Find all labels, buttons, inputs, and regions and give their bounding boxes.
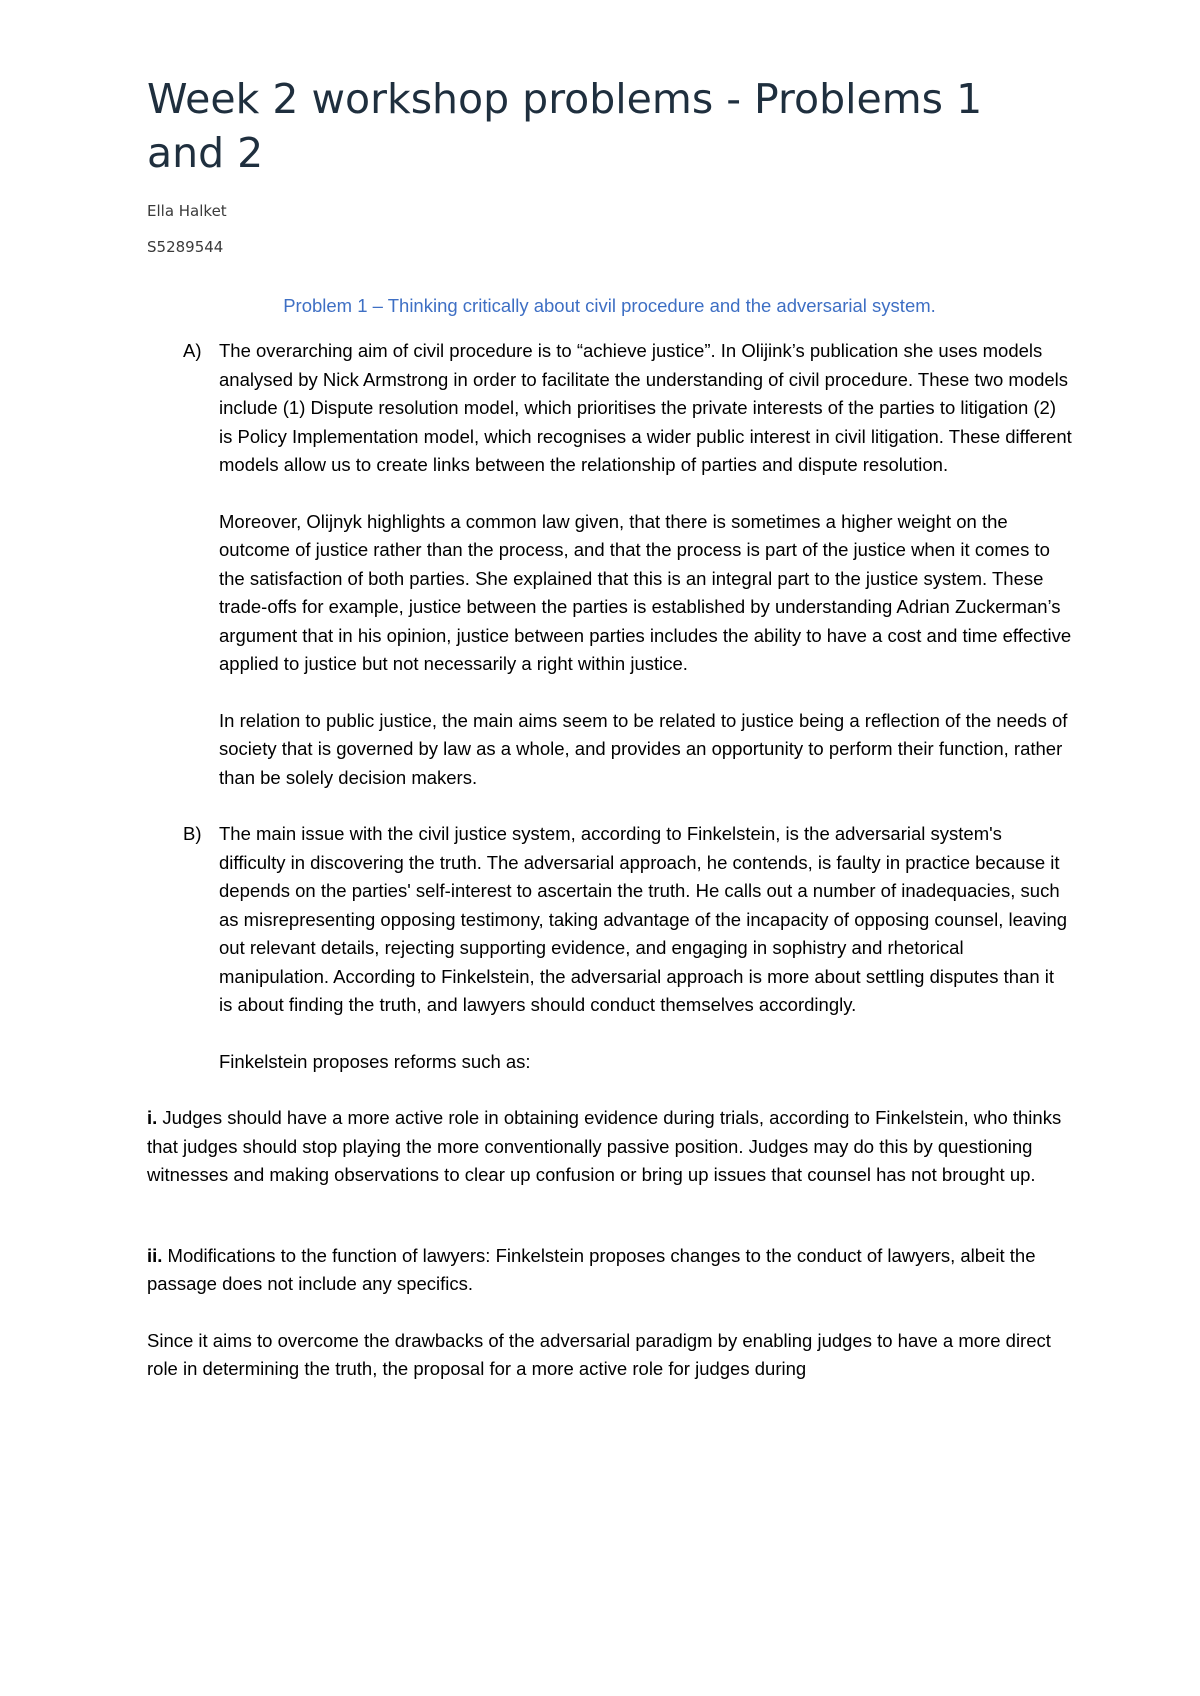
reform-ii-label: ii. bbox=[147, 1244, 163, 1266]
section-b-paragraph-1: The main issue with the civil justice system, according to Finkelstein, is the adversarial system's difficulty in discovering the truth. The adversarial approach, he contends, is faulty in practice because it depends on the parties' self-interest to ascertain the truth. He calls out a number of inadequacies, such as misrepresenting opposing testimony, taking advantage of the incapacity of opposing counsel, leaving out relevant details, rejecting supporting evidence, and engaging in sophistry and rhetorical manipulation. According to Finkelstein, the adversarial approach is more about settling disputes than it is about finding the truth, and lawyers should conduct themselves accordingly. bbox=[219, 823, 1068, 1015]
problem-1-heading: Problem 1 – Thinking critically about civil procedure and the adversarial system. bbox=[283, 295, 936, 316]
reform-i bbox=[147, 1104, 1072, 1190]
section-a-paragraph-2: Moreover, Olijnyk highlights a common law given, that there is sometimes a higher weight on the outcome of justice rather than the process, and that the process is part of the justice when it comes to the satisfaction of both parties. She explained that this is an integral part to the justice system. These trade-offs for example, justice between the parties is established by understanding Adrian Zuckerman’s argument that in his opinion, justice between parties includes the ability to have a cost and time effective applied to justice but not necessarily a right within justice. bbox=[219, 510, 1072, 674]
reform-i-text: Judges should have a more active role in obtaining evidence during trials, according to Finkelstein, who thinks that judges should stop playing the more conventionally passive position. Judges may do this by questioning witnesses and making observations to clear up confusion or bring up issues that counsel has not brought up. bbox=[147, 1107, 1062, 1185]
section-a-paragraph-3: In relation to public justice, the main aims seem to be related to justice being a reflection of the needs of society that is governed by law as a whole, and provides an opportunity to perform their function, rather than be solely decision makers. bbox=[219, 709, 1068, 788]
reform-i-label: i. bbox=[147, 1107, 158, 1128]
student-id: S5289544 bbox=[147, 238, 224, 256]
reform-ii-text: Modifications to the function of lawyers: Finkelstein proposes changes to the conduct of lawyers, albeit the passage does not include any specifics. bbox=[147, 1244, 1036, 1294]
reforms-intro: Finkelstein proposes reforms such as: bbox=[219, 1050, 531, 1072]
section-b bbox=[147, 820, 1072, 1020]
author-name: Ella Halket bbox=[147, 202, 227, 220]
section-b-marker: B) bbox=[183, 823, 202, 844]
reform-ii bbox=[147, 1242, 1072, 1299]
closing-paragraph: Since it aims to overcome the drawbacks of the adversarial paradigm by enabling judges to have a more direct role in determining the truth, the proposal for a more active role for judges during bbox=[147, 1329, 1051, 1379]
document-title: Week 2 workshop problems - Problems 1 and 2 bbox=[147, 75, 983, 177]
section-a-paragraph-1: The overarching aim of civil procedure is to “achieve justice”. In Olijink’s publication she uses models analysed by Nick Armstrong in order to facilitate the understanding of civil procedure. These two models include (1) Dispute resolution model, which prioritises the private interests of the parties to litigation (2) is Policy Implementation model, which recognises a wider public interest in civil litigation. These different models allow us to create links between the relationship of parties and dispute resolution. bbox=[219, 340, 1072, 475]
section-a-marker: A) bbox=[183, 340, 202, 361]
section-a bbox=[147, 337, 1072, 480]
